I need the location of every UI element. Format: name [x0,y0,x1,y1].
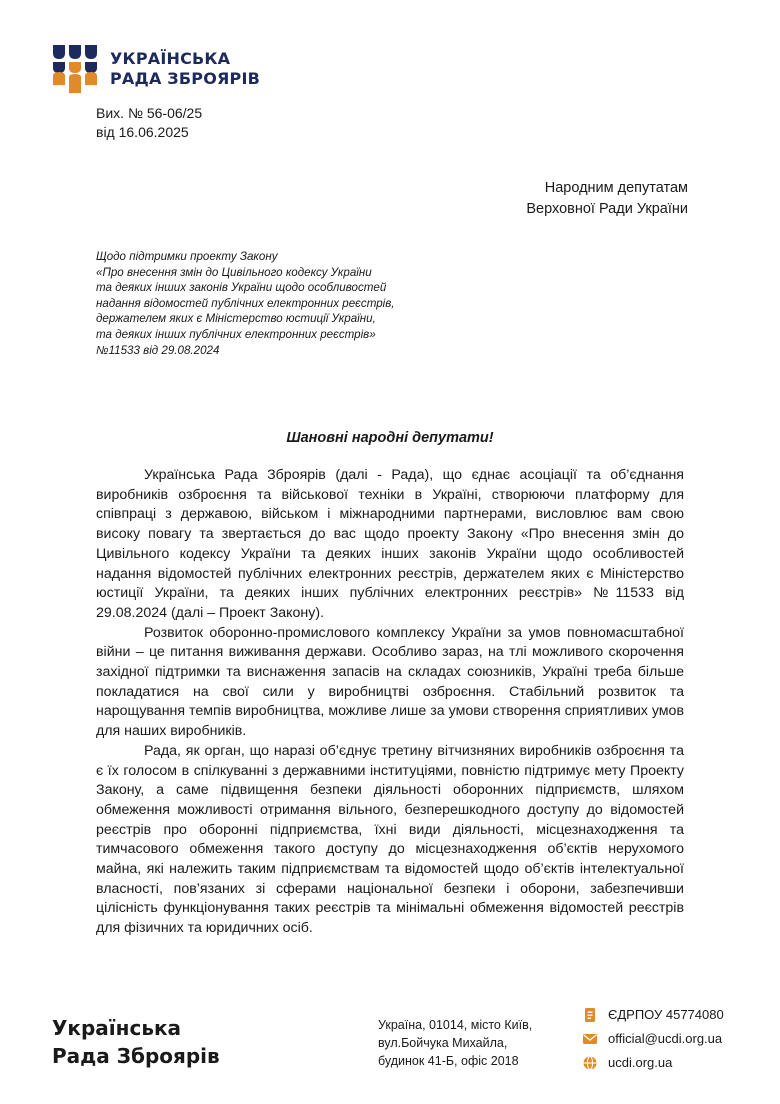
logo-title-line1: УКРАЇНСЬКА [110,49,231,68]
website-link[interactable]: ucdi.org.ua [608,1055,673,1070]
edrpou-row [582,1004,724,1025]
footer-org-name [52,1014,220,1070]
email-row [582,1028,724,1049]
outgoing-reference [96,104,202,142]
body-paragraph: Розвиток оборонно-промислового комплексу України за умов повномасштабної війни – це питання виживання держави. Особливо зараз, на тлі можливого скорочення західної підтримки та виснаження запасів на складах союзників, Україні треба більше покладатися на свої сили у виробництві озброєння. Стабільний розвиток та нарощування темпів виробництва, можливе лише за умови створення сприятливих умов для наших виробників. [96,624,684,740]
address-line-2: вул.Бойчука Михайла, [378,1036,508,1050]
website-row [582,1052,724,1073]
letter-body [96,466,684,939]
subject-line: №11533 від 29.08.2024 [96,343,220,357]
recipient-block [526,178,688,220]
footer-org-line-2: Рада Зброярів [52,1044,220,1068]
logo-title-line2: РАДА ЗБРОЯРІВ [110,69,260,88]
email-link[interactable]: official@ucdi.org.ua [608,1031,723,1046]
outgoing-number: Вих. № 56-06/25 [96,105,203,121]
subject-line: держателем яких є Міністерство юстиції України, [96,312,376,326]
footer-org-line-1: Українська [52,1016,182,1040]
subject-line: Щодо підтримки проекту Закону [96,250,278,263]
subject-block [96,249,456,358]
body-paragraph: Українська Рада Зброярів (далі - Рада), що єднає асоціації та об’єднання виробників озброєння та військової техніки в Україні, створюючи платформу для співпраці з державою, військом і міжнародними партнерами, висловлює вам свою високу повагу та звертається до вас щодо проекту Закону «Про внесення змін до Цивільного кодексу України та деяких інших законів України щодо особливостей надання відомостей публічних електронних реєстрів, держателем яких є Міністерство юстиції України, та деяких інших публічних електронних реєстрів» №11533 від 29.08.2024 (далі – Проект Закону). [96,467,684,621]
edrpou-code: ЄДРПОУ 45774080 [608,1007,724,1022]
address-line-3: будинок 41-Б, офіс 2018 [378,1054,519,1068]
greeting: Шановні народні депутати! [286,430,494,446]
address-line-1: Україна, 01014, місто Київ, [378,1018,533,1032]
shield-mosaic-logo-icon [52,44,98,94]
globe-icon [582,1055,598,1071]
outgoing-date: від 16.06.2025 [96,124,189,140]
document-icon [582,1007,598,1023]
body-paragraph: Рада, як орган, що наразі об’єднує третину вітчизняних виробників озброєння та є їх голосом в спілкуванні з державними інституціями, повністю підтримує мету Проекту Закону, а саме підвищення безпеки діяльності оборонних підприємств, шляхом обмеження можливості отримання вільного, безперешкодного доступу до відомостей реєстрів про оборонні підприємства, їхні види діяльності, місцезнаходження та тимчасового обмеження такого доступу до місцезнаходження об’єктів нерухомого майна, які належить таким підприємствам та відомостей щодо об’єктів інтелектуальної власності, пов’язаних зі сферами національної безпеки і оборони, забезпечивши цілісність функціонування таких реєстрів та мінімальні обмеження відомостей реєстрів для фізичних та юридичних осіб. [96,742,684,937]
subject-line: та деяких інших публічних електронних реєстрів» [96,327,376,341]
footer-contacts [582,1004,724,1076]
recipient-line-1: Народним депутатам [544,180,688,196]
footer-address [378,1016,532,1070]
subject-line: «Про внесення змін до Цивільного кодексу України [96,265,372,279]
envelope-icon [582,1031,598,1047]
subject-line: надання відомостей публічних електронних реєстрів, [96,296,395,310]
recipient-line-2: Верховної Ради України [526,201,688,217]
logo [52,44,260,94]
subject-line: та деяких інших законів України щодо особливостей [96,281,387,295]
